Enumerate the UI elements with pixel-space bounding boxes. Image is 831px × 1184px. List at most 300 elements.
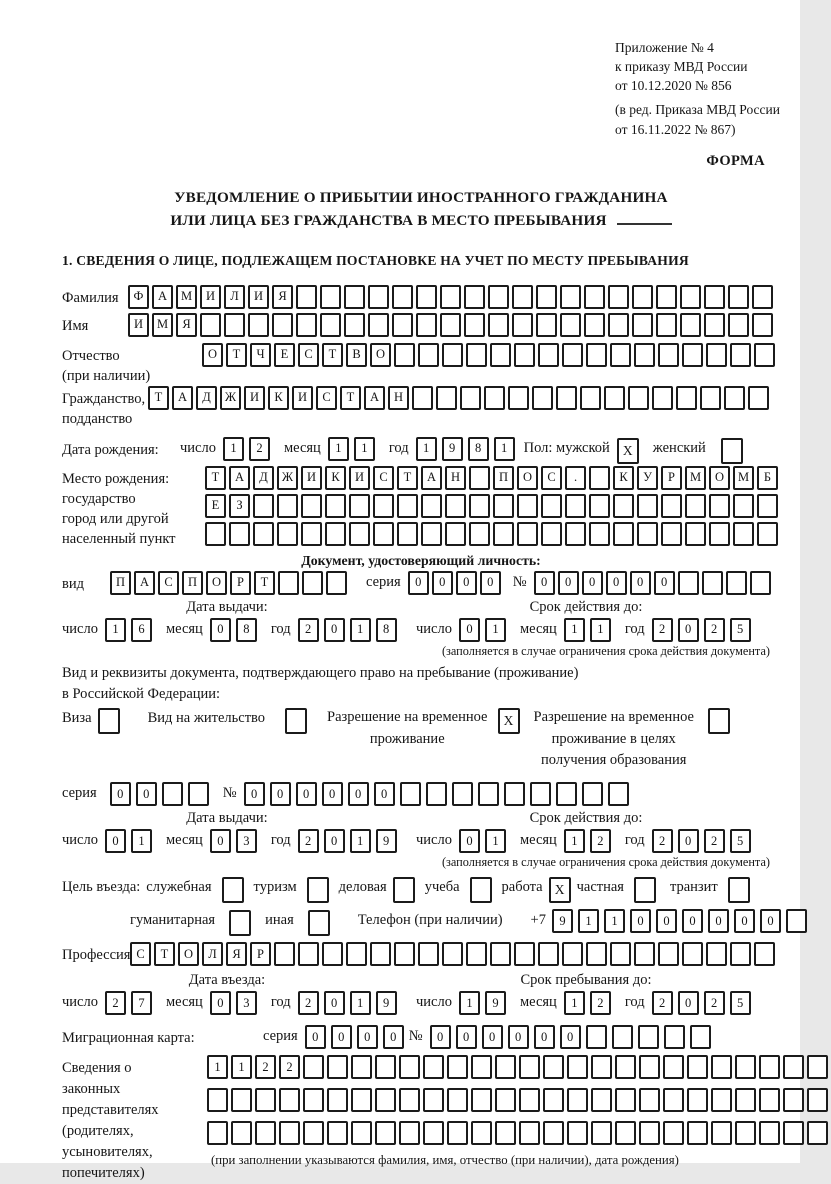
char-cell[interactable] — [608, 782, 629, 806]
char-cell[interactable] — [638, 1025, 659, 1049]
char-cell[interactable]: О — [709, 466, 730, 490]
char-cell[interactable] — [326, 571, 347, 595]
char-cell[interactable] — [440, 313, 461, 337]
char-cell[interactable] — [253, 494, 274, 518]
char-cell[interactable] — [733, 522, 754, 546]
char-cell[interactable]: 0 — [560, 1025, 581, 1049]
char-cell[interactable] — [589, 522, 610, 546]
char-cell[interactable] — [327, 1121, 348, 1145]
char-cell[interactable] — [442, 942, 463, 966]
char-cell[interactable] — [543, 1055, 564, 1079]
char-cell[interactable]: 8 — [236, 618, 257, 642]
char-cell[interactable] — [519, 1121, 540, 1145]
char-cell[interactable] — [469, 466, 490, 490]
char-cell[interactable] — [704, 313, 725, 337]
char-cell[interactable] — [580, 386, 601, 410]
char-cell[interactable]: Р — [230, 571, 251, 595]
char-cell[interactable] — [412, 386, 433, 410]
char-cell[interactable] — [445, 494, 466, 518]
temp-residence-checkbox[interactable]: X — [498, 708, 520, 734]
char-cell[interactable] — [530, 782, 551, 806]
char-cell[interactable]: О — [370, 343, 391, 367]
char-cell[interactable] — [632, 285, 653, 309]
char-cell[interactable]: А — [364, 386, 385, 410]
char-cell[interactable] — [565, 494, 586, 518]
char-cell[interactable] — [538, 343, 559, 367]
char-cell[interactable] — [680, 313, 701, 337]
char-cell[interactable] — [586, 1025, 607, 1049]
char-cell[interactable]: 0 — [558, 571, 579, 595]
char-cell[interactable]: А — [152, 285, 173, 309]
char-cell[interactable] — [423, 1121, 444, 1145]
char-cell[interactable]: 1 — [564, 991, 585, 1015]
char-cell[interactable] — [562, 343, 583, 367]
char-cell[interactable] — [604, 386, 625, 410]
char-cell[interactable] — [687, 1088, 708, 1112]
char-cell[interactable]: 1 — [105, 618, 126, 642]
char-cell[interactable]: И — [301, 466, 322, 490]
char-cell[interactable] — [543, 1088, 564, 1112]
char-cell[interactable] — [728, 285, 749, 309]
char-cell[interactable]: 2 — [704, 991, 725, 1015]
char-cell[interactable] — [759, 1121, 780, 1145]
char-cell[interactable] — [656, 285, 677, 309]
char-cell[interactable] — [272, 313, 293, 337]
char-cell[interactable] — [469, 494, 490, 518]
char-cell[interactable]: М — [733, 466, 754, 490]
char-cell[interactable] — [658, 942, 679, 966]
char-cell[interactable] — [301, 522, 322, 546]
char-cell[interactable]: М — [152, 313, 173, 337]
char-cell[interactable] — [200, 313, 221, 337]
char-cell[interactable] — [757, 522, 778, 546]
char-cell[interactable]: 0 — [630, 571, 651, 595]
char-cell[interactable]: С — [130, 942, 151, 966]
char-cell[interactable]: 1 — [223, 437, 244, 461]
char-cell[interactable]: А — [172, 386, 193, 410]
char-cell[interactable]: 0 — [459, 618, 480, 642]
char-cell[interactable]: 1 — [604, 909, 625, 933]
char-cell[interactable]: 0 — [678, 991, 699, 1015]
char-cell[interactable] — [375, 1055, 396, 1079]
char-cell[interactable]: 0 — [456, 1025, 477, 1049]
char-cell[interactable] — [277, 522, 298, 546]
char-cell[interactable] — [255, 1121, 276, 1145]
char-cell[interactable] — [399, 1055, 420, 1079]
char-cell[interactable] — [274, 942, 295, 966]
char-cell[interactable] — [591, 1055, 612, 1079]
char-cell[interactable]: П — [110, 571, 131, 595]
char-cell[interactable]: 0 — [348, 782, 369, 806]
char-cell[interactable] — [730, 942, 751, 966]
char-cell[interactable] — [637, 522, 658, 546]
char-cell[interactable] — [608, 313, 629, 337]
char-cell[interactable]: 0 — [734, 909, 755, 933]
char-cell[interactable]: 2 — [298, 829, 319, 853]
char-cell[interactable] — [493, 522, 514, 546]
char-cell[interactable] — [750, 571, 771, 595]
char-cell[interactable] — [639, 1055, 660, 1079]
char-cell[interactable]: Т — [154, 942, 175, 966]
char-cell[interactable] — [786, 909, 807, 933]
char-cell[interactable] — [207, 1088, 228, 1112]
char-cell[interactable] — [685, 522, 706, 546]
char-cell[interactable]: 0 — [760, 909, 781, 933]
char-cell[interactable] — [541, 494, 562, 518]
char-cell[interactable] — [610, 343, 631, 367]
char-cell[interactable]: 1 — [328, 437, 349, 461]
char-cell[interactable]: 0 — [534, 1025, 555, 1049]
char-cell[interactable]: Т — [254, 571, 275, 595]
char-cell[interactable]: А — [134, 571, 155, 595]
char-cell[interactable]: 5 — [730, 618, 751, 642]
char-cell[interactable]: К — [325, 466, 346, 490]
char-cell[interactable]: 1 — [416, 437, 437, 461]
char-cell[interactable] — [728, 313, 749, 337]
purpose-business-checkbox[interactable] — [393, 877, 415, 903]
char-cell[interactable] — [560, 285, 581, 309]
char-cell[interactable] — [682, 343, 703, 367]
char-cell[interactable]: Т — [397, 466, 418, 490]
char-cell[interactable] — [504, 782, 525, 806]
char-cell[interactable]: 8 — [376, 618, 397, 642]
char-cell[interactable] — [685, 494, 706, 518]
char-cell[interactable] — [519, 1055, 540, 1079]
char-cell[interactable]: 0 — [459, 829, 480, 853]
char-cell[interactable] — [373, 494, 394, 518]
char-cell[interactable]: 2 — [590, 829, 611, 853]
char-cell[interactable] — [754, 343, 775, 367]
char-cell[interactable] — [567, 1121, 588, 1145]
char-cell[interactable]: 0 — [656, 909, 677, 933]
char-cell[interactable] — [757, 494, 778, 518]
char-cell[interactable]: 1 — [485, 829, 506, 853]
char-cell[interactable]: Т — [148, 386, 169, 410]
visa-checkbox[interactable] — [98, 708, 120, 734]
purpose-official-checkbox[interactable] — [222, 877, 244, 903]
char-cell[interactable] — [279, 1121, 300, 1145]
char-cell[interactable] — [759, 1088, 780, 1112]
char-cell[interactable]: Т — [226, 343, 247, 367]
char-cell[interactable] — [735, 1121, 756, 1145]
char-cell[interactable] — [589, 466, 610, 490]
char-cell[interactable] — [278, 571, 299, 595]
char-cell[interactable]: 0 — [244, 782, 265, 806]
char-cell[interactable]: 2 — [590, 991, 611, 1015]
char-cell[interactable] — [464, 285, 485, 309]
char-cell[interactable] — [375, 1121, 396, 1145]
char-cell[interactable] — [303, 1055, 324, 1079]
char-cell[interactable] — [471, 1088, 492, 1112]
char-cell[interactable] — [248, 313, 269, 337]
char-cell[interactable] — [610, 942, 631, 966]
char-cell[interactable]: А — [229, 466, 250, 490]
char-cell[interactable] — [680, 285, 701, 309]
char-cell[interactable]: Я — [272, 285, 293, 309]
char-cell[interactable] — [325, 522, 346, 546]
char-cell[interactable]: 1 — [207, 1055, 228, 1079]
char-cell[interactable] — [560, 313, 581, 337]
char-cell[interactable] — [591, 1121, 612, 1145]
char-cell[interactable]: П — [182, 571, 203, 595]
char-cell[interactable]: 0 — [654, 571, 675, 595]
char-cell[interactable] — [735, 1055, 756, 1079]
char-cell[interactable] — [709, 522, 730, 546]
char-cell[interactable] — [445, 522, 466, 546]
char-cell[interactable]: Т — [322, 343, 343, 367]
char-cell[interactable] — [322, 942, 343, 966]
char-cell[interactable] — [711, 1088, 732, 1112]
char-cell[interactable]: В — [346, 343, 367, 367]
char-cell[interactable] — [279, 1088, 300, 1112]
char-cell[interactable] — [724, 386, 745, 410]
char-cell[interactable]: 0 — [110, 782, 131, 806]
char-cell[interactable]: 0 — [432, 571, 453, 595]
char-cell[interactable] — [687, 1055, 708, 1079]
char-cell[interactable] — [709, 494, 730, 518]
char-cell[interactable]: 0 — [682, 909, 703, 933]
char-cell[interactable]: 0 — [324, 991, 345, 1015]
char-cell[interactable] — [162, 782, 183, 806]
char-cell[interactable] — [303, 1088, 324, 1112]
char-cell[interactable] — [471, 1121, 492, 1145]
female-checkbox[interactable] — [721, 438, 743, 464]
char-cell[interactable] — [399, 1088, 420, 1112]
char-cell[interactable] — [567, 1088, 588, 1112]
char-cell[interactable] — [296, 313, 317, 337]
char-cell[interactable]: О — [178, 942, 199, 966]
char-cell[interactable]: С — [298, 343, 319, 367]
char-cell[interactable]: 0 — [678, 618, 699, 642]
char-cell[interactable] — [255, 1088, 276, 1112]
char-cell[interactable] — [392, 313, 413, 337]
char-cell[interactable] — [320, 313, 341, 337]
char-cell[interactable] — [656, 313, 677, 337]
char-cell[interactable] — [490, 942, 511, 966]
char-cell[interactable] — [344, 313, 365, 337]
char-cell[interactable] — [514, 343, 535, 367]
char-cell[interactable]: 9 — [376, 829, 397, 853]
char-cell[interactable] — [452, 782, 473, 806]
char-cell[interactable] — [495, 1088, 516, 1112]
char-cell[interactable] — [392, 285, 413, 309]
char-cell[interactable] — [613, 494, 634, 518]
char-cell[interactable]: У — [637, 466, 658, 490]
char-cell[interactable] — [639, 1088, 660, 1112]
char-cell[interactable]: 2 — [704, 829, 725, 853]
char-cell[interactable]: Р — [250, 942, 271, 966]
char-cell[interactable]: 0 — [210, 829, 231, 853]
char-cell[interactable] — [661, 494, 682, 518]
char-cell[interactable]: 0 — [383, 1025, 404, 1049]
char-cell[interactable]: 0 — [606, 571, 627, 595]
char-cell[interactable]: 0 — [270, 782, 291, 806]
char-cell[interactable]: 8 — [468, 437, 489, 461]
char-cell[interactable]: И — [128, 313, 149, 337]
char-cell[interactable] — [682, 942, 703, 966]
char-cell[interactable]: Е — [274, 343, 295, 367]
char-cell[interactable] — [416, 313, 437, 337]
char-cell[interactable]: Б — [757, 466, 778, 490]
char-cell[interactable]: 0 — [105, 829, 126, 853]
char-cell[interactable] — [582, 782, 603, 806]
char-cell[interactable] — [484, 386, 505, 410]
char-cell[interactable] — [231, 1121, 252, 1145]
char-cell[interactable] — [421, 522, 442, 546]
char-cell[interactable] — [301, 494, 322, 518]
char-cell[interactable]: 3 — [236, 991, 257, 1015]
char-cell[interactable]: 1 — [494, 437, 515, 461]
char-cell[interactable] — [397, 494, 418, 518]
char-cell[interactable] — [652, 386, 673, 410]
char-cell[interactable] — [807, 1121, 828, 1145]
char-cell[interactable] — [661, 522, 682, 546]
char-cell[interactable]: И — [200, 285, 221, 309]
char-cell[interactable] — [394, 942, 415, 966]
char-cell[interactable] — [493, 494, 514, 518]
char-cell[interactable]: 0 — [678, 829, 699, 853]
char-cell[interactable] — [207, 1121, 228, 1145]
char-cell[interactable]: 0 — [480, 571, 501, 595]
char-cell[interactable] — [517, 494, 538, 518]
char-cell[interactable] — [447, 1121, 468, 1145]
char-cell[interactable] — [517, 522, 538, 546]
char-cell[interactable] — [612, 1025, 633, 1049]
char-cell[interactable] — [423, 1088, 444, 1112]
char-cell[interactable] — [394, 343, 415, 367]
char-cell[interactable] — [224, 313, 245, 337]
char-cell[interactable]: О — [206, 571, 227, 595]
char-cell[interactable] — [495, 1121, 516, 1145]
char-cell[interactable]: Я — [226, 942, 247, 966]
char-cell[interactable]: П — [493, 466, 514, 490]
char-cell[interactable] — [532, 386, 553, 410]
char-cell[interactable] — [368, 313, 389, 337]
char-cell[interactable] — [229, 522, 250, 546]
char-cell[interactable] — [471, 1055, 492, 1079]
char-cell[interactable] — [302, 571, 323, 595]
temp-residence-edu-checkbox[interactable] — [708, 708, 730, 734]
char-cell[interactable] — [469, 522, 490, 546]
male-checkbox[interactable]: X — [617, 438, 639, 464]
char-cell[interactable] — [373, 522, 394, 546]
char-cell[interactable]: 0 — [324, 829, 345, 853]
residence-permit-checkbox[interactable] — [285, 708, 307, 734]
char-cell[interactable] — [730, 343, 751, 367]
char-cell[interactable] — [759, 1055, 780, 1079]
char-cell[interactable] — [349, 522, 370, 546]
char-cell[interactable]: 0 — [582, 571, 603, 595]
char-cell[interactable] — [370, 942, 391, 966]
char-cell[interactable]: С — [541, 466, 562, 490]
char-cell[interactable]: 1 — [564, 618, 585, 642]
char-cell[interactable]: 0 — [305, 1025, 326, 1049]
char-cell[interactable] — [418, 343, 439, 367]
purpose-transit-checkbox[interactable] — [728, 877, 750, 903]
char-cell[interactable]: З — [229, 494, 250, 518]
char-cell[interactable]: С — [316, 386, 337, 410]
char-cell[interactable]: 5 — [730, 991, 751, 1015]
char-cell[interactable]: Л — [202, 942, 223, 966]
char-cell[interactable] — [628, 386, 649, 410]
char-cell[interactable] — [399, 1121, 420, 1145]
char-cell[interactable] — [690, 1025, 711, 1049]
char-cell[interactable] — [589, 494, 610, 518]
char-cell[interactable] — [400, 782, 421, 806]
char-cell[interactable] — [752, 313, 773, 337]
purpose-private-checkbox[interactable] — [634, 877, 656, 903]
char-cell[interactable]: 0 — [331, 1025, 352, 1049]
char-cell[interactable] — [634, 942, 655, 966]
char-cell[interactable] — [327, 1088, 348, 1112]
char-cell[interactable] — [296, 285, 317, 309]
char-cell[interactable]: 2 — [105, 991, 126, 1015]
char-cell[interactable] — [752, 285, 773, 309]
char-cell[interactable]: 2 — [279, 1055, 300, 1079]
char-cell[interactable]: М — [685, 466, 706, 490]
char-cell[interactable] — [615, 1121, 636, 1145]
char-cell[interactable]: Е — [205, 494, 226, 518]
char-cell[interactable] — [678, 571, 699, 595]
char-cell[interactable] — [706, 942, 727, 966]
char-cell[interactable]: 2 — [704, 618, 725, 642]
char-cell[interactable] — [700, 386, 721, 410]
char-cell[interactable]: 6 — [131, 618, 152, 642]
char-cell[interactable] — [807, 1055, 828, 1079]
char-cell[interactable]: Д — [196, 386, 217, 410]
char-cell[interactable] — [368, 285, 389, 309]
char-cell[interactable]: Ж — [277, 466, 298, 490]
char-cell[interactable] — [447, 1088, 468, 1112]
char-cell[interactable]: 1 — [485, 618, 506, 642]
char-cell[interactable] — [349, 494, 370, 518]
char-cell[interactable]: 2 — [652, 618, 673, 642]
char-cell[interactable] — [706, 343, 727, 367]
char-cell[interactable]: 0 — [534, 571, 555, 595]
char-cell[interactable]: С — [373, 466, 394, 490]
char-cell[interactable] — [664, 1025, 685, 1049]
char-cell[interactable]: . — [565, 466, 586, 490]
char-cell[interactable]: И — [349, 466, 370, 490]
char-cell[interactable]: М — [176, 285, 197, 309]
char-cell[interactable] — [495, 1055, 516, 1079]
char-cell[interactable]: 2 — [298, 618, 319, 642]
char-cell[interactable]: К — [613, 466, 634, 490]
char-cell[interactable] — [637, 494, 658, 518]
char-cell[interactable]: Д — [253, 466, 274, 490]
char-cell[interactable] — [325, 494, 346, 518]
char-cell[interactable] — [702, 571, 723, 595]
char-cell[interactable] — [726, 571, 747, 595]
char-cell[interactable] — [613, 522, 634, 546]
char-cell[interactable]: 2 — [255, 1055, 276, 1079]
char-cell[interactable] — [754, 942, 775, 966]
char-cell[interactable] — [327, 1055, 348, 1079]
char-cell[interactable] — [423, 1055, 444, 1079]
char-cell[interactable] — [639, 1121, 660, 1145]
char-cell[interactable]: Ф — [128, 285, 149, 309]
char-cell[interactable] — [205, 522, 226, 546]
char-cell[interactable] — [466, 942, 487, 966]
char-cell[interactable] — [416, 285, 437, 309]
char-cell[interactable] — [748, 386, 769, 410]
char-cell[interactable] — [460, 386, 481, 410]
char-cell[interactable]: 1 — [231, 1055, 252, 1079]
char-cell[interactable] — [397, 522, 418, 546]
char-cell[interactable]: 1 — [564, 829, 585, 853]
char-cell[interactable]: Л — [224, 285, 245, 309]
char-cell[interactable]: О — [202, 343, 223, 367]
